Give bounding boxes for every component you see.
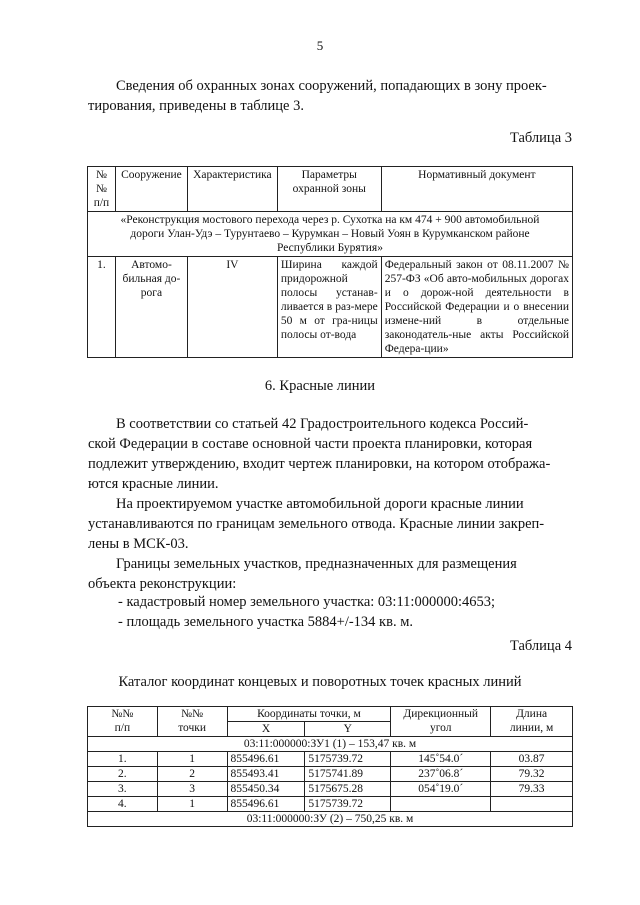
header-characteristic: Характеристика — [187, 167, 277, 212]
para-line: В соответствии со статьей 42 Градостроительного кодекса Россий- — [116, 416, 529, 432]
para-line: На проектируемом участке автомобильной дороги красные линии — [116, 496, 524, 512]
cell-num: 2. — [88, 767, 158, 782]
table3-section-row — [88, 212, 573, 257]
para-line: Границы земельных участков, предназначенных для размещения — [116, 556, 517, 572]
table4-group-row — [88, 737, 573, 752]
para-line: объекта реконструкции: — [88, 576, 237, 592]
header-y: Y — [305, 722, 391, 737]
cell-length: 79.32 — [491, 767, 573, 782]
cell-num: 4. — [88, 797, 158, 812]
header-coords: Координаты точки, м — [227, 707, 391, 722]
para-line: ются красные линии. — [88, 476, 219, 492]
table3-label: Таблица 3 — [509, 130, 572, 146]
cell-x: 855496.61 — [227, 797, 305, 812]
header-structure: Сооружение — [115, 167, 187, 212]
row-params: Ширина каждой придорожной полосы устанав-ливается в раз-мере 50 м от гра-ницы полосы от-вода — [277, 257, 381, 358]
list-item: - площадь земельного участка 5884+/-134 кв. м. — [118, 614, 413, 630]
cell-length: 79.33 — [491, 782, 573, 797]
group-title: 03:11:000000:ЗУ1 (1) – 153,47 кв. м — [88, 737, 573, 752]
row-structure: Автомо-бильная до-рога — [115, 257, 187, 358]
table-row — [88, 752, 573, 767]
page-number: 5 — [316, 38, 324, 53]
cell-x: 855450.34 — [227, 782, 305, 797]
cell-length — [491, 797, 573, 812]
section6-paragraph-2 — [88, 494, 572, 554]
table-row — [88, 782, 573, 797]
cell-point: 1 — [157, 752, 227, 767]
cell-y: 5175675.28 — [305, 782, 391, 797]
cell-angle: 054˚19.0´ — [391, 782, 491, 797]
list-item: - кадастровый номер земельного участка: 03:11:000000:4653; — [118, 594, 496, 610]
cell-length: 03.87 — [491, 752, 573, 767]
header-points: №№ точки — [157, 707, 227, 737]
row-characteristic: IV — [187, 257, 277, 358]
header-norm: Нормативный документ — [381, 167, 572, 212]
table4-caption: Каталог координат концевых и поворотных точек красных линий — [118, 674, 522, 690]
group-title: 03:11:000000:ЗУ (2) – 750,25 кв. м — [88, 812, 573, 827]
cell-y: 5175741.89 — [305, 767, 391, 782]
section6-paragraph-1 — [88, 414, 572, 494]
table4-label: Таблица 4 — [509, 638, 572, 654]
intro-line: тирования, приведены в таблице 3. — [88, 98, 304, 114]
section6-title: 6. Красные линии — [264, 378, 376, 394]
table-row — [88, 797, 573, 812]
section6-paragraph-3 — [88, 554, 572, 594]
cell-y: 5175739.72 — [305, 752, 391, 767]
para-line: подлежит утверждению, входит чертеж планировки, на котором отобража- — [88, 456, 551, 472]
table4 — [87, 706, 573, 827]
table3-header-row — [88, 167, 573, 212]
intro-line: Сведения об охранных зонах сооружений, попадающих в зону проек- — [116, 78, 547, 94]
table-row — [88, 767, 573, 782]
cell-num: 1. — [88, 752, 158, 767]
para-line: лены в МСК-03. — [88, 536, 189, 552]
cell-angle: 145˚54.0´ — [391, 752, 491, 767]
row-num: 1. — [88, 257, 116, 358]
para-line: устанавливаются по границам земельного отвода. Красные линии закреп- — [88, 516, 545, 532]
cell-num: 3. — [88, 782, 158, 797]
header-length: Длина линии, м — [491, 707, 573, 737]
cell-y: 5175739.72 — [305, 797, 391, 812]
table4-group-row — [88, 812, 573, 827]
header-direction: Дирекционный угол — [391, 707, 491, 737]
row-norm: Федеральный закон от 08.11.2007 № 257-ФЗ «Об авто-мобильных дорогах и о дорож-ной деятельности в Российской Федерации и о внесении измене-ний в отдельные законодатель-ные акты Российской Федера-ции» — [381, 257, 572, 358]
table3 — [87, 166, 573, 358]
para-line: ской Федерации в составе основной части проекта планировки, которая — [88, 436, 533, 452]
header-params: Параметры охранной зоны — [277, 167, 381, 212]
table4-header-row — [88, 707, 573, 722]
cell-point: 3 — [157, 782, 227, 797]
table3-row — [88, 257, 573, 358]
header-num: №№ п/п — [88, 707, 158, 737]
header-x: X — [227, 722, 305, 737]
header-num: №№ п/п — [88, 167, 116, 212]
cell-point: 2 — [157, 767, 227, 782]
cell-x: 855496.61 — [227, 752, 305, 767]
cell-x: 855493.41 — [227, 767, 305, 782]
intro-paragraph — [88, 76, 572, 116]
cell-angle — [391, 797, 491, 812]
cell-point: 1 — [157, 797, 227, 812]
section-title-cell: «Реконструкция мостового перехода через р. Сухотка на км 474 + 900 автомобильной дороги Улан-Удэ – Турунтаево – Курумкан – Новый Уоян в Курумканском районе Республики Бурятия» — [88, 212, 573, 257]
cell-angle: 237˚06.8´ — [391, 767, 491, 782]
